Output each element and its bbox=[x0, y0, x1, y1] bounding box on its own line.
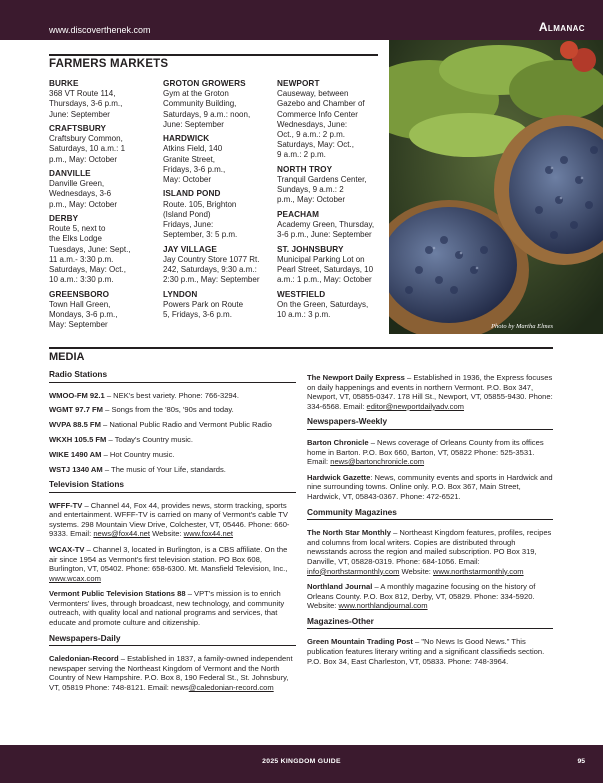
outlet-description: – Songs from the '80s, '90s and today. bbox=[103, 405, 234, 415]
market-details: Route. 105, Brighton (Island Pond) Fridays, June: September, 3: 5 p.m. bbox=[163, 199, 238, 240]
market-entry bbox=[49, 214, 161, 285]
media-listing bbox=[49, 420, 296, 430]
daily-section bbox=[49, 634, 296, 693]
outlet-name: WMOO-FM 92.1 bbox=[49, 390, 105, 400]
media-listing bbox=[49, 435, 296, 445]
outlet-name: WGMT 97.7 FM bbox=[49, 405, 104, 415]
market-name: DERBY bbox=[49, 214, 79, 223]
outlet-description: – News coverage of Orleans County from its offices home in Barton. P.O. Box 660, Barton, VT, 05822 Phone: 525-3531. Email: bbox=[307, 437, 544, 467]
market-name: GREENSBORO bbox=[49, 289, 110, 299]
outlet-name: Vermont Public Television Stations 88 bbox=[49, 589, 186, 599]
produce-photo bbox=[389, 40, 603, 334]
daily-section-cont bbox=[307, 373, 553, 411]
media-listing bbox=[307, 373, 553, 411]
media-listing bbox=[49, 465, 296, 475]
market-details: Town Hall Green, Mondays, 3-6 p.m., May: September bbox=[49, 299, 118, 330]
market-entry bbox=[277, 79, 389, 161]
site-url[interactable]: www.discoverthenek.com bbox=[49, 25, 151, 35]
media-listing bbox=[307, 438, 553, 467]
outlet-description: – "No News Is Good News." This publication features literary writing and a significant classifieds section. P.O. Box 34, East Charleston, VT, 05833. Phone: 748-3964. bbox=[307, 637, 545, 666]
community-section bbox=[307, 508, 553, 611]
market-details: Municipal Parking Lot on Pearl Street, Saturdays, 10 a.m.: 1 p.m., May: October bbox=[277, 254, 374, 285]
outlet-description-cont: Website: bbox=[150, 529, 184, 539]
market-details: Atkins Field, 140 Granite Street, Fridays, 3-6 p.m., May: October bbox=[163, 144, 226, 185]
market-entry bbox=[49, 79, 161, 120]
market-details: Route 5, next to the Elks Lodge Tuesdays, June: Sept., 11 a.m.- 3:30 p.m. Saturdays, May: Oct., 10 a.m.: 3:30 p.m. bbox=[49, 224, 131, 285]
media-listing bbox=[49, 391, 296, 401]
outlet-link[interactable]: @caledonian-record.com bbox=[188, 683, 274, 693]
page-number: 95 bbox=[577, 758, 585, 765]
market-details: Academy Green, Thursday, 3-6 p.m., June: September bbox=[277, 220, 375, 240]
outlet-name: WIKE 1490 AM bbox=[49, 450, 102, 460]
outlet-website-link[interactable]: www.northstarmonthly.com bbox=[433, 566, 524, 576]
market-entry bbox=[49, 169, 161, 210]
outlet-description: – Hot Country music. bbox=[101, 450, 175, 460]
outlet-name: The North Star Monthly bbox=[307, 528, 391, 538]
outlet-description: – Established in 1936, the Express focuses on daily happenings and events in northern Vermont. P.O. Box 347, Newport, VT, 05855-0347. 178 Hill St., Newport, VT, 05855-9430. Phone: 334-6568. Email: bbox=[307, 373, 553, 411]
outlet-name: Barton Chronicle bbox=[307, 437, 369, 447]
farmers-markets-rule bbox=[49, 54, 378, 56]
media-listing bbox=[307, 582, 553, 611]
market-entry bbox=[277, 245, 389, 286]
market-details: Tranquil Gardens Center, Sundays, 9 a.m.: 2 p.m., May: October bbox=[277, 175, 367, 205]
header-bar bbox=[0, 0, 603, 40]
outlet-name: WSTJ 1340 AM bbox=[49, 465, 103, 475]
market-details: 368 VT Route 114, Thursdays, 3-6 p.m., June: September bbox=[49, 89, 123, 119]
market-entry bbox=[163, 189, 275, 240]
market-details: On the Green, Saturdays, 10 a.m.: 3 p.m. bbox=[277, 299, 369, 320]
photo-credit: Photo by Martha Elmes bbox=[491, 323, 553, 330]
outlet-description: – The music of Your Life, standards. bbox=[102, 465, 226, 475]
outlet-description: – Northeast Kingdom features, profiles, recipes and columns from local writers. Copies are distributed through newsstands across the region and mailed subscription. PO Box 319, Danville, VT, 05828-0319. Phone: 684-1056. Email: bbox=[307, 528, 552, 566]
market-name: NEWPORT bbox=[277, 79, 320, 88]
market-details: Gym at the Groton Community Building, Saturdays, 9 a.m.: noon, June: September bbox=[163, 89, 251, 129]
media-category-heading: Television Stations bbox=[49, 480, 296, 493]
market-name: JAY VILLAGE bbox=[163, 244, 217, 254]
outlet-name: Caledonian-Record bbox=[49, 654, 119, 664]
markets-column-1 bbox=[49, 79, 161, 335]
market-name: ISLAND POND bbox=[163, 189, 221, 199]
blueberries-baskets-image bbox=[389, 40, 603, 334]
market-name: LYNDON bbox=[163, 289, 198, 299]
media-listing bbox=[49, 405, 296, 415]
outlet-link[interactable]: news@bartonchronicle.com bbox=[330, 457, 425, 467]
outlet-name: The Newport Daily Express bbox=[307, 373, 405, 382]
market-name: ST. JOHNSBURY bbox=[277, 244, 344, 254]
tv-section bbox=[49, 480, 296, 628]
media-listing bbox=[49, 545, 296, 583]
outlet-link[interactable]: www.northlandjournal.com bbox=[338, 601, 428, 611]
market-name: HARDWICK bbox=[163, 134, 210, 144]
market-details: Craftsbury Common, Saturdays, 10 a.m.: 1 p.m., May: October bbox=[49, 134, 126, 164]
markets-column-2 bbox=[163, 79, 275, 324]
market-entry bbox=[163, 79, 275, 130]
market-name: NORTH TROY bbox=[277, 164, 333, 174]
outlet-name: Hardwick Gazette bbox=[307, 472, 371, 482]
outlet-link[interactable]: info@northstarmonthly.com bbox=[307, 566, 400, 576]
media-title: MEDIA bbox=[49, 351, 85, 363]
media-listing bbox=[307, 473, 553, 502]
market-entry bbox=[163, 134, 275, 185]
farmers-markets-title: FARMERS MARKETS bbox=[49, 58, 169, 70]
market-entry bbox=[163, 245, 275, 286]
media-listing bbox=[307, 528, 553, 576]
outlet-description: – Established in 1837, a family-owned independent newspaper serving the Northeast Kingdom of Vermont and the North Country of New Hampshire. P.O. Box 8, 190 Federal St., St. Johnsbury, VT, 05819 Phone: 748-8121. Email: news bbox=[49, 654, 293, 693]
market-entry bbox=[277, 165, 389, 206]
outlet-description-cont: Website: bbox=[399, 566, 434, 576]
outlet-link[interactable]: www.wcax.com bbox=[49, 573, 101, 583]
outlet-link[interactable]: editor@newportdailyadv.com bbox=[366, 401, 465, 411]
outlet-description: – Today's Country music. bbox=[106, 435, 193, 445]
market-details: Jay Country Store 1077 Rt. 242, Saturdays, 9:30 a.m.: 2:30 p.m., May: September bbox=[163, 254, 260, 285]
outlet-name: Green Mountain Trading Post bbox=[307, 637, 413, 647]
markets-column-3 bbox=[277, 79, 389, 324]
market-name: GROTON GROWERS bbox=[163, 79, 246, 88]
media-listing bbox=[49, 654, 296, 692]
media-rule bbox=[49, 347, 553, 349]
outlet-description: – A monthly magazine focusing on the history of Orleans County. P.O. Box 812, Derby, VT, 05829. Phone: 334-5920. Website: bbox=[307, 582, 536, 611]
market-name: DANVILLE bbox=[49, 169, 91, 178]
media-category-heading: Magazines-Other bbox=[307, 617, 553, 630]
outlet-link[interactable]: news@fox44.net bbox=[93, 529, 151, 539]
radio-section bbox=[49, 370, 296, 475]
market-entry bbox=[49, 124, 161, 165]
outlet-description: – National Public Radio and Vermont Public Radio bbox=[100, 420, 272, 430]
outlet-description: – Channel 44, Fox 44, provides news, storm tracking, sports and entertainment. WFFF-TV is carried on many of Vermont's cable TV systems. 298 Mountain View Drive, Colchester, VT, 05446. Phone: 660-9333. Email: bbox=[49, 500, 290, 539]
outlet-name: WFFF-TV bbox=[49, 500, 83, 510]
outlet-name: WVPA 88.5 FM bbox=[49, 420, 101, 430]
media-column-right bbox=[307, 373, 553, 672]
market-entry bbox=[163, 290, 275, 321]
market-details: Causeway, between Gazebo and Chamber of Commerce Info Center Wednesdays, June: Oct., 9 a.m.: 2 p.m. Saturdays, May: Oct., 9 a.m.: 2 p.m. bbox=[277, 89, 365, 160]
media-category-heading: Newspapers-Weekly bbox=[307, 417, 553, 430]
outlet-name: Northland Journal bbox=[307, 582, 373, 592]
market-details: Danville Green, Wednesdays, 3-6 p.m., May: October bbox=[49, 179, 118, 209]
outlet-description: : News, community events and sports in Hardwick and nine surrounding towns. Online only. P.O. Box 367, Main Street, Hardwick, VT, 05843-0367. Phone: 472-6521. bbox=[307, 472, 553, 501]
other-section bbox=[307, 617, 553, 666]
media-listing bbox=[49, 501, 296, 539]
section-title: Almanac bbox=[538, 20, 585, 34]
media-listing bbox=[49, 450, 296, 460]
market-name: CRAFTSBURY bbox=[49, 124, 107, 133]
outlet-description: – NEK's best variety. Phone: 766-3294. bbox=[104, 390, 239, 400]
outlet-name: WKXH 105.5 FM bbox=[49, 435, 107, 445]
market-entry bbox=[277, 210, 389, 241]
guide-title: 2025 KINGDOM GUIDE bbox=[262, 758, 341, 765]
outlet-website-link[interactable]: www.fox44.net bbox=[183, 529, 234, 539]
media-column-left bbox=[49, 370, 296, 699]
market-name: PEACHAM bbox=[277, 209, 320, 219]
market-name: BURKE bbox=[49, 79, 79, 88]
media-category-heading: Community Magazines bbox=[307, 508, 553, 521]
footer-bar bbox=[0, 745, 603, 783]
outlet-description: – Channel 3, located in Burlington, is a CBS affiliate. On the air since 1954 as Vermont's first television station. PO Box 608, Burlington, VT, 05402. Phone: 658-6300. Mt. Mansfield Television, Inc., bbox=[49, 544, 288, 574]
market-name: WESTFIELD bbox=[277, 289, 326, 299]
market-entry bbox=[49, 290, 161, 331]
media-category-heading: Newspapers-Daily bbox=[49, 634, 296, 647]
media-category-heading: Radio Stations bbox=[49, 370, 296, 383]
market-entry bbox=[277, 290, 389, 321]
media-listing bbox=[307, 637, 553, 666]
outlet-name: WCAX-TV bbox=[49, 544, 85, 554]
weekly-section bbox=[307, 417, 553, 501]
outlet-description: – VPT's mission is to enrich Vermonters' lives, through broadcast, new technology, and community outreach, with quality local and national programs and services, that educate and promote culture and citizenship. bbox=[49, 589, 285, 628]
market-details: Powers Park on Route 5, Fridays, 3-6 p.m. bbox=[163, 299, 244, 320]
media-listing bbox=[49, 589, 296, 627]
